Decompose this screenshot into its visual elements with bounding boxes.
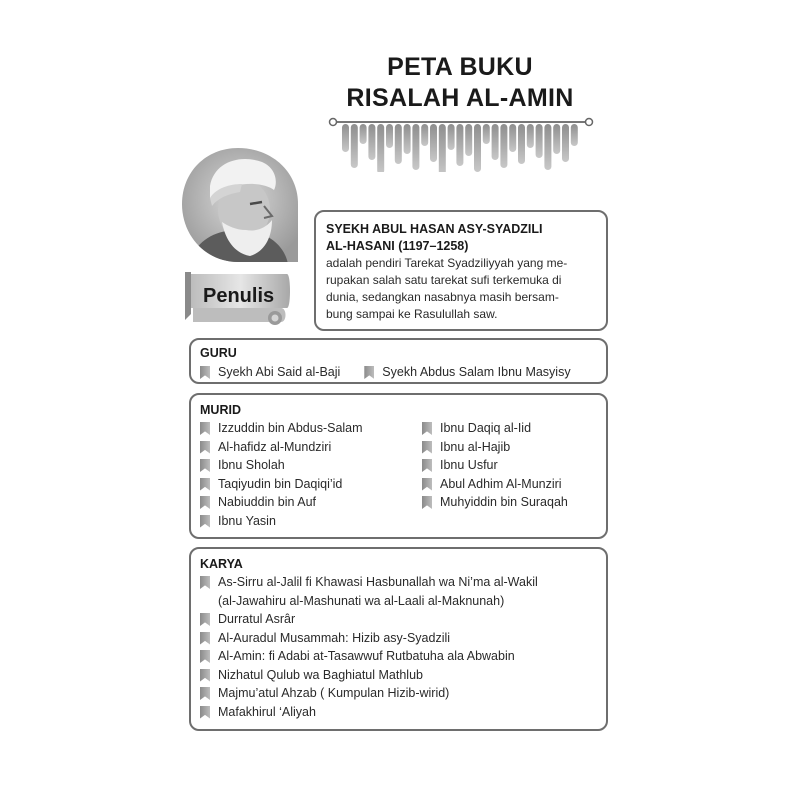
guru-section xyxy=(189,338,608,384)
drip-stroke xyxy=(412,124,419,170)
drip-stroke xyxy=(395,124,402,164)
guru-item: Syekh Abi Said al-Baji xyxy=(200,363,340,382)
author-name-line1: SYEKH ABUL HASAN ASY-SYADZILI xyxy=(326,222,543,236)
drip-stroke xyxy=(351,124,358,168)
karya-item-continuation: (al-Jawahiru al-Mashunati wa al-Laali al-Maknunah) xyxy=(218,593,505,608)
guru-item: Syekh Abdus Salam Ibnu Masyisy xyxy=(364,363,570,382)
karya-item: Majmu’atul Ahzab ( Kumpulan Hizib-wirid) xyxy=(200,684,597,703)
author-desc-line: bung sampai ke Rasulullah saw. xyxy=(326,307,498,321)
drip-stroke xyxy=(368,124,375,160)
murid-item: Ibnu Yasin xyxy=(200,512,422,531)
bookmark-icon xyxy=(200,613,210,626)
bookmark-icon xyxy=(200,515,210,528)
bookmark-icon xyxy=(422,478,432,491)
murid-column-2 xyxy=(422,419,568,530)
bookmark-icon xyxy=(422,459,432,472)
bookmark-icon xyxy=(200,366,210,379)
drip-ornament xyxy=(328,112,594,172)
drip-stroke xyxy=(562,124,569,162)
drip-stroke xyxy=(386,124,393,148)
murid-item: Abul Adhim Al-Munziri xyxy=(422,475,568,494)
karya-item: Al-Auradul Musammah: Hizib asy-Syadzili xyxy=(200,629,597,648)
bookmark-icon xyxy=(200,459,210,472)
bookmark-icon xyxy=(364,366,374,379)
drip-stroke xyxy=(439,124,446,172)
murid-item: Ibnu Daqiq al-Iid xyxy=(422,419,568,438)
karya-item: Mafakhirul ‘Aliyah xyxy=(200,703,597,722)
drip-stroke xyxy=(474,124,481,172)
drip-stroke xyxy=(500,124,507,168)
karya-item: Durratul Asrâr xyxy=(200,610,597,629)
karya-section xyxy=(189,547,608,731)
drip-stroke xyxy=(509,124,516,152)
murid-section xyxy=(189,393,608,539)
author-label: Penulis xyxy=(203,285,275,307)
bookmark-icon xyxy=(200,687,210,700)
author-info-box xyxy=(314,210,608,331)
murid-item: Al-hafidz al-Mundziri xyxy=(200,438,422,457)
drip-stroke xyxy=(404,124,411,154)
author-description xyxy=(326,255,596,323)
bookmark-icon xyxy=(200,441,210,454)
drip-stroke xyxy=(465,124,472,156)
page-title-line1: PETA BUKU xyxy=(387,53,533,81)
drip-stroke xyxy=(342,124,349,152)
drip-stroke xyxy=(360,124,367,144)
drip-stroke xyxy=(377,124,384,172)
author-name-line2: AL-HASANI (1197–1258) xyxy=(326,239,469,253)
bookmark-icon xyxy=(200,669,210,682)
bookmark-icon xyxy=(200,422,210,435)
author-desc-line: dunia, sedangkan nasabnya masih bersam- xyxy=(326,290,559,304)
drip-stroke xyxy=(571,124,578,146)
drip-stroke xyxy=(430,124,437,162)
karya-heading: KARYA xyxy=(200,557,243,571)
bookmark-icon xyxy=(422,496,432,509)
murid-item: Taqiyudin bin Daqiqi’id xyxy=(200,475,422,494)
bookmark-icon xyxy=(422,422,432,435)
drip-stroke xyxy=(421,124,428,146)
murid-item: Izzuddin bin Abdus-Salam xyxy=(200,419,422,438)
karya-item: As-Sirru al-Jalil fi Khawasi Hasbunallah wa Ni’ma al-Wakil xyxy=(200,573,597,592)
drip-stroke xyxy=(492,124,499,160)
bookmark-icon xyxy=(200,496,210,509)
drip-stroke xyxy=(518,124,525,164)
bookmark-icon xyxy=(200,632,210,645)
bookmark-icon xyxy=(200,706,210,719)
drip-stroke xyxy=(448,124,455,150)
author-desc-line: adalah pendiri Tarekat Syadziliyyah yang me- xyxy=(326,256,568,270)
murid-heading: MURID xyxy=(200,403,241,417)
murid-column-1 xyxy=(200,419,422,530)
drip-stroke xyxy=(536,124,543,158)
page-title-line2: RISALAH AL-AMIN xyxy=(346,84,574,112)
drip-stroke xyxy=(544,124,551,170)
drip-stroke xyxy=(527,124,534,148)
bookmark-icon xyxy=(200,650,210,663)
drip-stroke xyxy=(553,124,560,154)
bookmark-icon xyxy=(200,576,210,589)
bookmark-icon xyxy=(422,441,432,454)
karya-item: Nizhatul Qulub wa Baghiatul Mathlub xyxy=(200,666,597,685)
murid-item: Ibnu Sholah xyxy=(200,456,422,475)
murid-item: Nabiuddin bin Auf xyxy=(200,493,422,512)
murid-item: Muhyiddin bin Suraqah xyxy=(422,493,568,512)
drip-stroke xyxy=(483,124,490,144)
murid-item: Ibnu Usfur xyxy=(422,456,568,475)
murid-item: Ibnu al-Hajib xyxy=(422,438,568,457)
karya-item: Al-Amin: fi Adabi at-Tasawwuf Rutbatuha ala Abwabin xyxy=(200,647,597,666)
drip-stroke xyxy=(456,124,463,166)
bookmark-icon xyxy=(200,478,210,491)
author-portrait xyxy=(180,146,300,264)
guru-heading: GURU xyxy=(200,346,237,360)
author-desc-line: rupakan salah satu tarekat sufi terkemuka di xyxy=(326,273,562,287)
